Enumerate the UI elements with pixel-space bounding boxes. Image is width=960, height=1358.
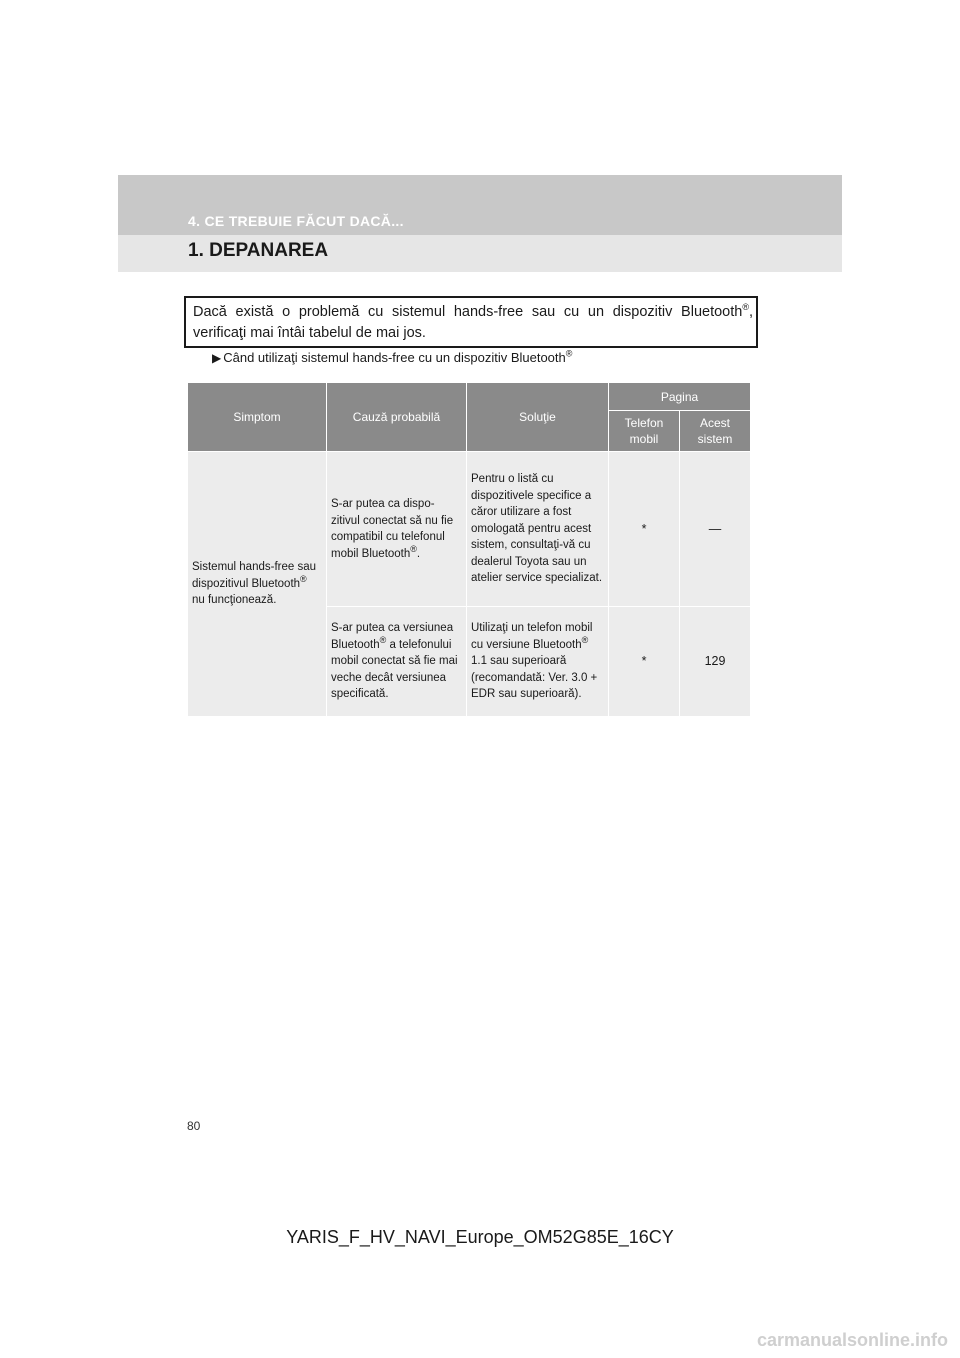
header-phone: Telefon mobil [609, 411, 680, 452]
solution-cell: Pentru o listă cu dispozitivele specifice a căror utilizare a fost omologată pentru acest sistem, consultaţi-vă cu dealerul Toyota sau un atelier service specializat. [467, 452, 609, 607]
subheading [212, 350, 572, 365]
registered-mark: ® [742, 302, 749, 313]
arrow-right-icon: ▶ [212, 351, 222, 365]
system-page-cell: — [680, 452, 751, 607]
document-code: YARIS_F_HV_NAVI_Europe_OM52G85E_16CY [286, 1227, 674, 1247]
phone-page-cell: * [609, 452, 680, 607]
registered-mark: ® [410, 543, 417, 554]
notice-text-end: , verificaţi mai întâi tabelul de mai jos. [193, 304, 753, 341]
registered-mark: ® [379, 634, 387, 645]
registered-mark: ® [581, 634, 589, 645]
section-label: 4. CE TREBUIE FĂCUT DACĂ... [188, 213, 404, 229]
registered-mark: ® [300, 573, 307, 584]
troubleshooting-table [187, 382, 751, 717]
subheading-text: Când utilizaţi sistemul hands-free cu un dispozitiv Bluetooth [223, 350, 566, 365]
notice-text: Dacă există o problemă cu sistemul hands-free sau cu un dispozitiv Bluetooth [193, 304, 743, 320]
table-row [188, 452, 751, 607]
page-number: 80 [187, 1119, 201, 1133]
registered-mark: ® [565, 348, 573, 359]
cause-cell: S-ar putea ca versiunea Bluetooth® a telefonului mobil conectat să fie mai veche decât versiunea specificată. [327, 607, 467, 717]
watermark: carmanualsonline.info [756, 1330, 948, 1350]
header-cause: Cauză probabilă [327, 383, 467, 452]
header-page: Pagina [609, 383, 751, 411]
symptom-cell: Sistemul hands-free sau dispozitivul Bluetooth® nu funcţionează. [188, 452, 327, 717]
header-symptom: Simptom [188, 383, 327, 452]
header-solution: Soluţie [467, 383, 609, 452]
phone-page-cell: * [609, 607, 680, 717]
system-page-cell: 129 [680, 607, 751, 717]
header-system: Acest sistem [680, 411, 751, 452]
cause-cell: S-ar putea ca dispo-zitivul conectat să nu fie compatibil cu telefonul mobil Bluetooth®. [327, 452, 467, 607]
solution-cell: Utilizaţi un telefon mobil cu versiune Bluetooth® 1.1 sau superioară (recomandată: Ver. 3.0 + EDR sau superioară). [467, 607, 609, 717]
notice-box [184, 296, 758, 348]
page-title: 1. DEPANAREA [188, 240, 329, 261]
